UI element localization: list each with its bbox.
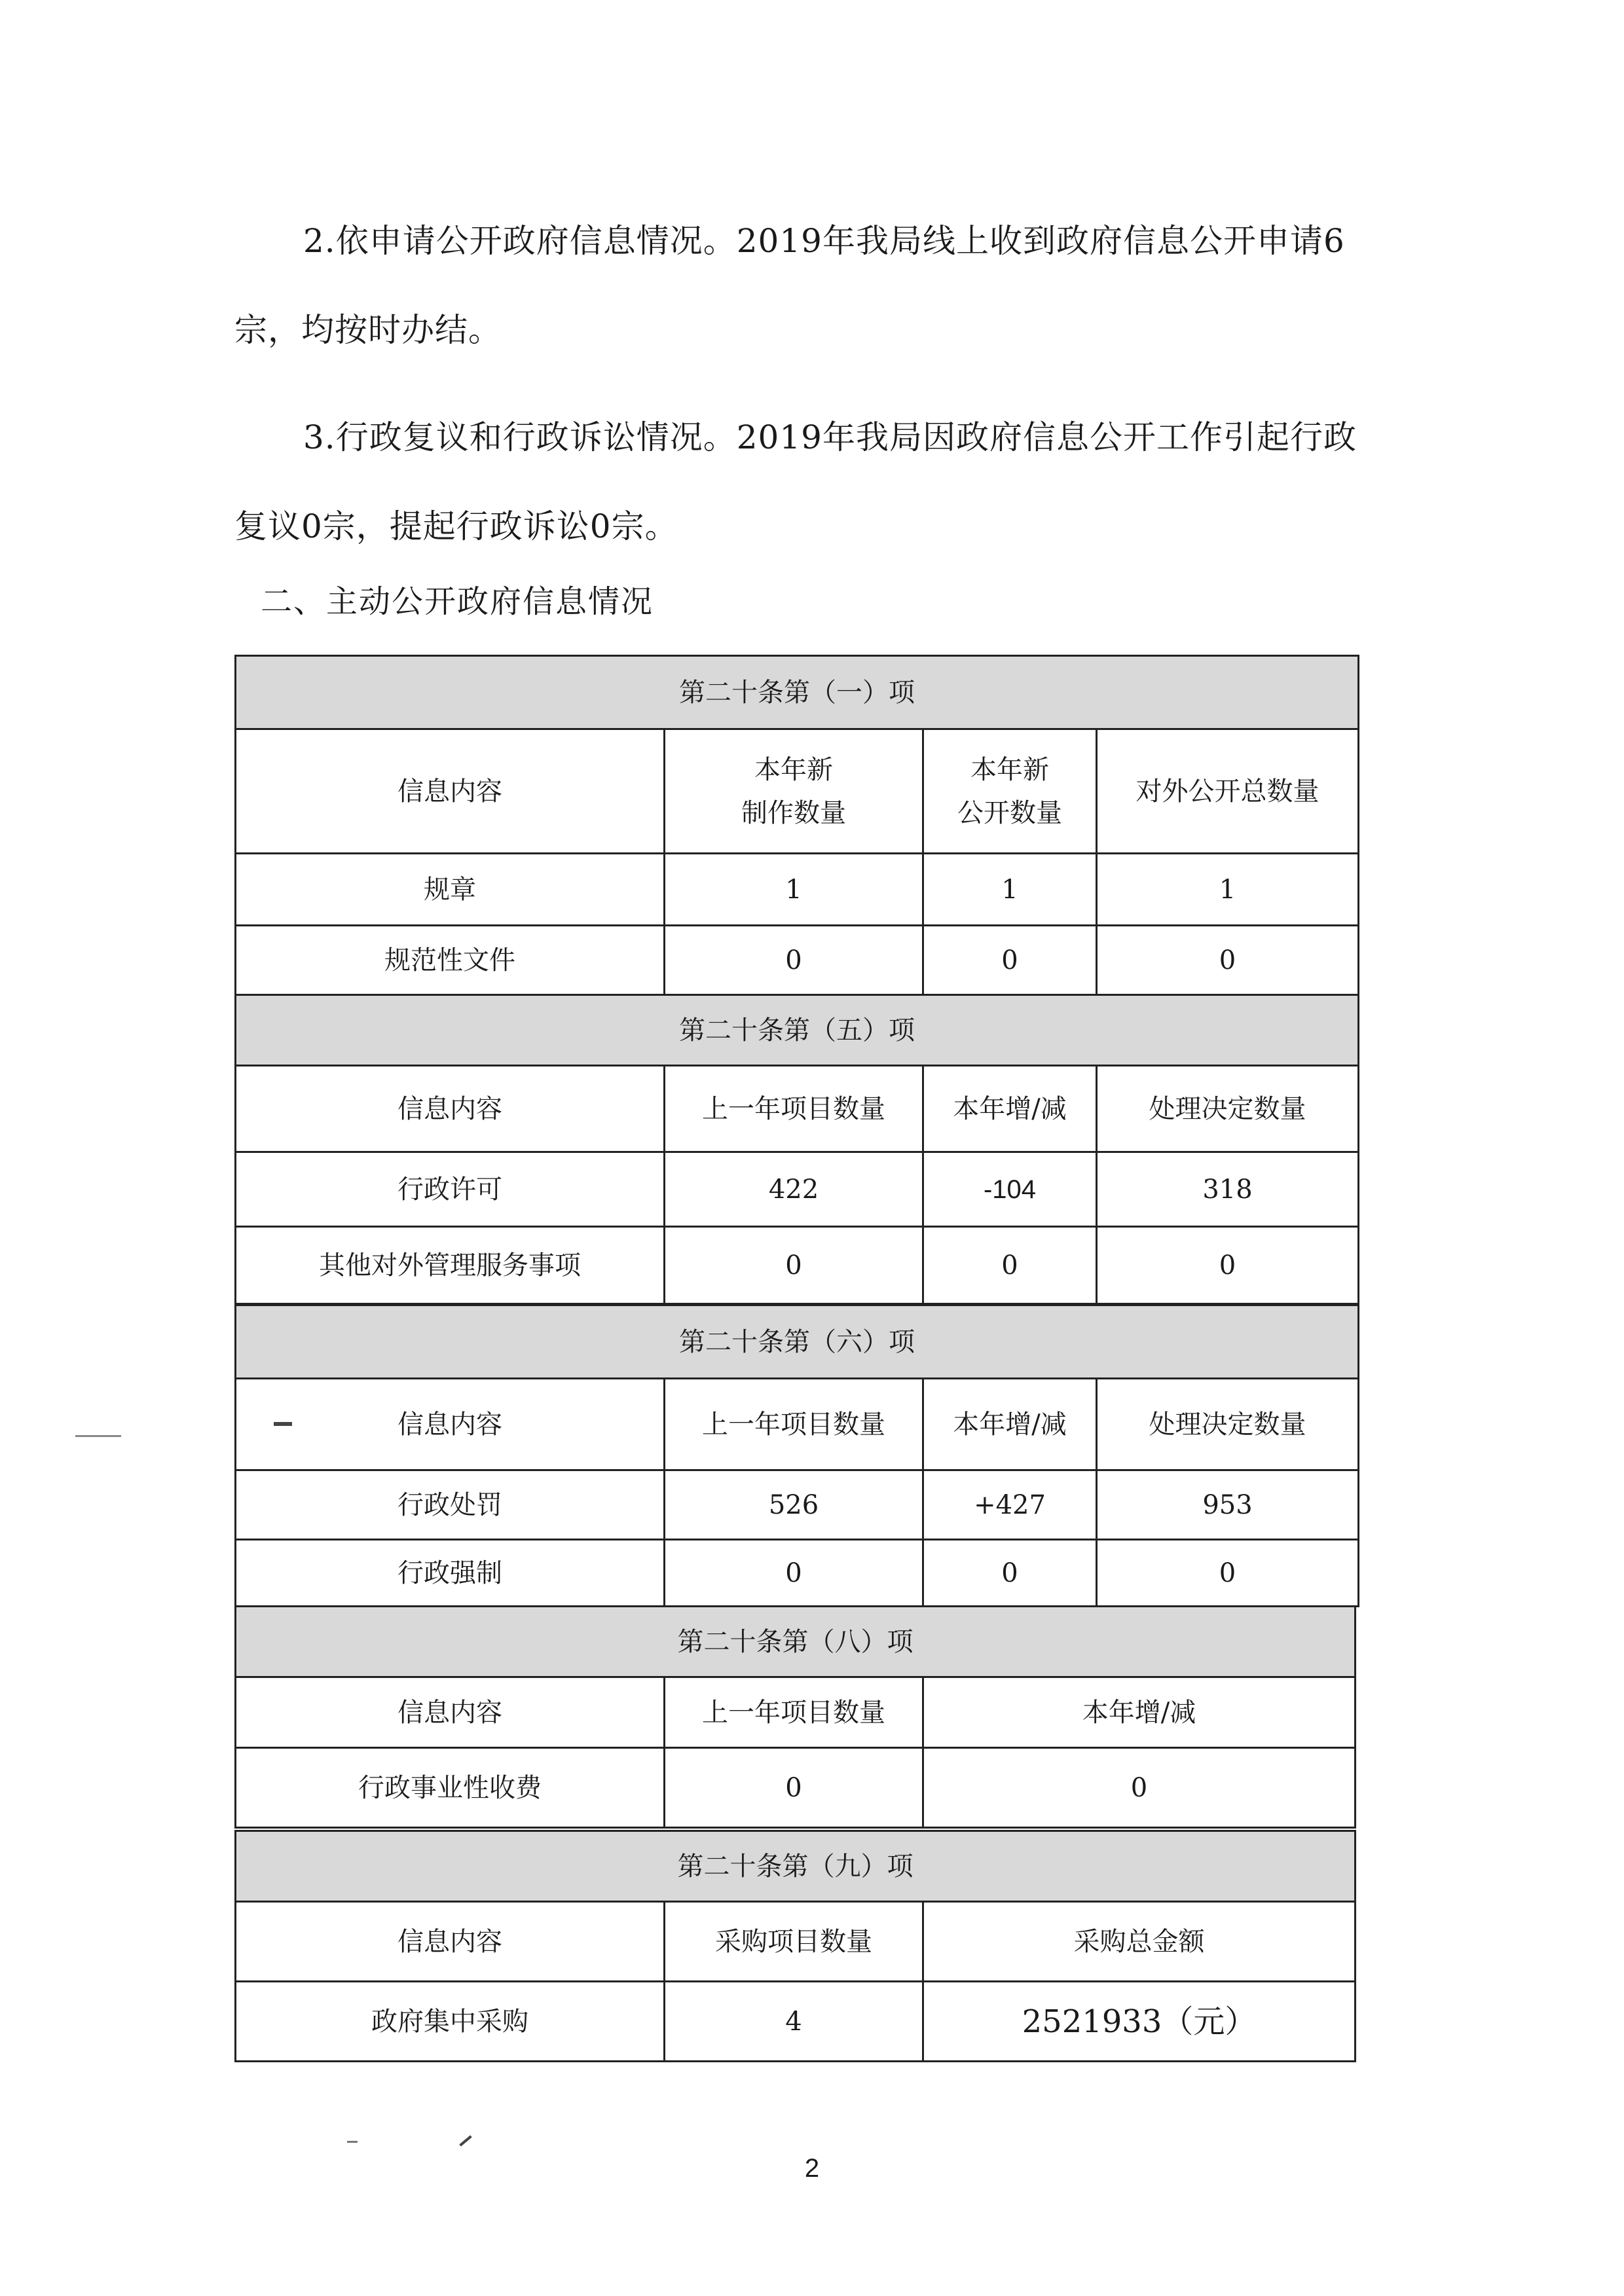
table-row [236,1748,1356,1828]
table-cell: 0 [665,1540,923,1607]
header-cell: 本年增/减 [923,1379,1097,1470]
table-cell: 行政处罚 [236,1470,665,1540]
table-title: 第二十条第（九）项 [236,1831,1356,1902]
header-cell [923,729,1097,854]
scan-speck [75,1435,121,1437]
scan-speck [274,1422,292,1426]
header-cell: 信息内容 [236,1902,665,1982]
section-heading: 二、主动公开政府信息情况 [261,583,654,620]
table-cell: 0 [923,1748,1356,1828]
table-row [236,1227,1359,1304]
table-cell: -104 [923,1152,1097,1227]
table-title: 第二十条第（六）项 [236,1305,1359,1379]
scan-speck [347,2141,358,2143]
header-cell: 本年增/减 [923,1677,1356,1748]
table-cell-total-amount: 2521933（元） [923,1982,1356,2062]
table-cell: 1 [1097,854,1359,926]
header-cell: 对外公开总数量 [1097,729,1359,854]
table-cell: 1 [923,854,1097,926]
table-cell: 0 [923,1540,1097,1607]
table-row [236,1982,1356,2062]
header-cell: 本年增/减 [923,1066,1097,1152]
table-cell: +427 [923,1470,1097,1540]
table-article20-item8 [234,1605,1356,1829]
table-cell: 其他对外管理服务事项 [236,1227,665,1304]
table-row [236,1540,1359,1607]
page-number: 2 [804,2154,820,2183]
table-article20-item6 [234,1304,1359,1607]
header-cell: 上一年项目数量 [665,1677,923,1748]
table-row [236,1470,1359,1540]
table-cell: 0 [1097,1540,1359,1607]
header-cell: 采购总金额 [923,1902,1356,1982]
table-cell: 318 [1097,1152,1359,1227]
table-article20-item1 [234,655,1359,996]
table-cell: 0 [1097,1227,1359,1304]
header-line: 本年新 [754,754,833,785]
scan-speck [459,2135,471,2146]
table-row [236,1152,1359,1227]
header-cell: 信息内容 [236,1677,665,1748]
header-line: 公开数量 [957,797,1062,828]
table-title: 第二十条第（五）项 [236,995,1359,1066]
table-cell: 0 [923,1227,1097,1304]
header-cell: 处理决定数量 [1097,1379,1359,1470]
table-cell: 0 [923,926,1097,995]
header-cell: 上一年项目数量 [665,1379,923,1470]
table-article20-item9 [234,1830,1356,2062]
header-cell: 信息内容 [236,1379,665,1470]
table-cell: 规范性文件 [236,926,665,995]
table-title: 第二十条第（八）项 [236,1607,1356,1677]
table-row [236,854,1359,926]
table-cell: 422 [665,1152,923,1227]
header-line: 制作数量 [741,797,846,828]
header-cell: 信息内容 [236,1066,665,1152]
table-title: 第二十条第（一）项 [236,656,1359,729]
table-cell: 4 [665,1982,923,2062]
header-cell: 上一年项目数量 [665,1066,923,1152]
header-cell [665,729,923,854]
table-cell: 0 [665,926,923,995]
table-cell: 行政强制 [236,1540,665,1607]
table-cell: 0 [665,1748,923,1828]
header-cell: 处理决定数量 [1097,1066,1359,1152]
table-cell: 行政事业性收费 [236,1748,665,1828]
table-article20-item5 [234,994,1359,1305]
paragraph-application-disclosure: 2.依申请公开政府信息情况。2019年我局线上收到政府信息公开申请6宗，均按时办结。 [234,222,1345,349]
table-cell: 953 [1097,1470,1359,1540]
header-cell: 采购项目数量 [665,1902,923,1982]
table-cell: 0 [1097,926,1359,995]
table-cell: 0 [665,1227,923,1304]
table-row [236,926,1359,995]
header-line: 本年新 [970,754,1049,785]
table-cell: 规章 [236,854,665,926]
table-cell: 526 [665,1470,923,1540]
table-cell: 行政许可 [236,1152,665,1227]
paragraph-review-litigation: 3.行政复议和行政诉讼情况。2019年我局因政府信息公开工作引起行政复议0宗，提起行政诉讼0宗。 [234,418,1357,545]
header-cell: 信息内容 [236,729,665,854]
table-cell: 政府集中采购 [236,1982,665,2062]
table-cell: 1 [665,854,923,926]
